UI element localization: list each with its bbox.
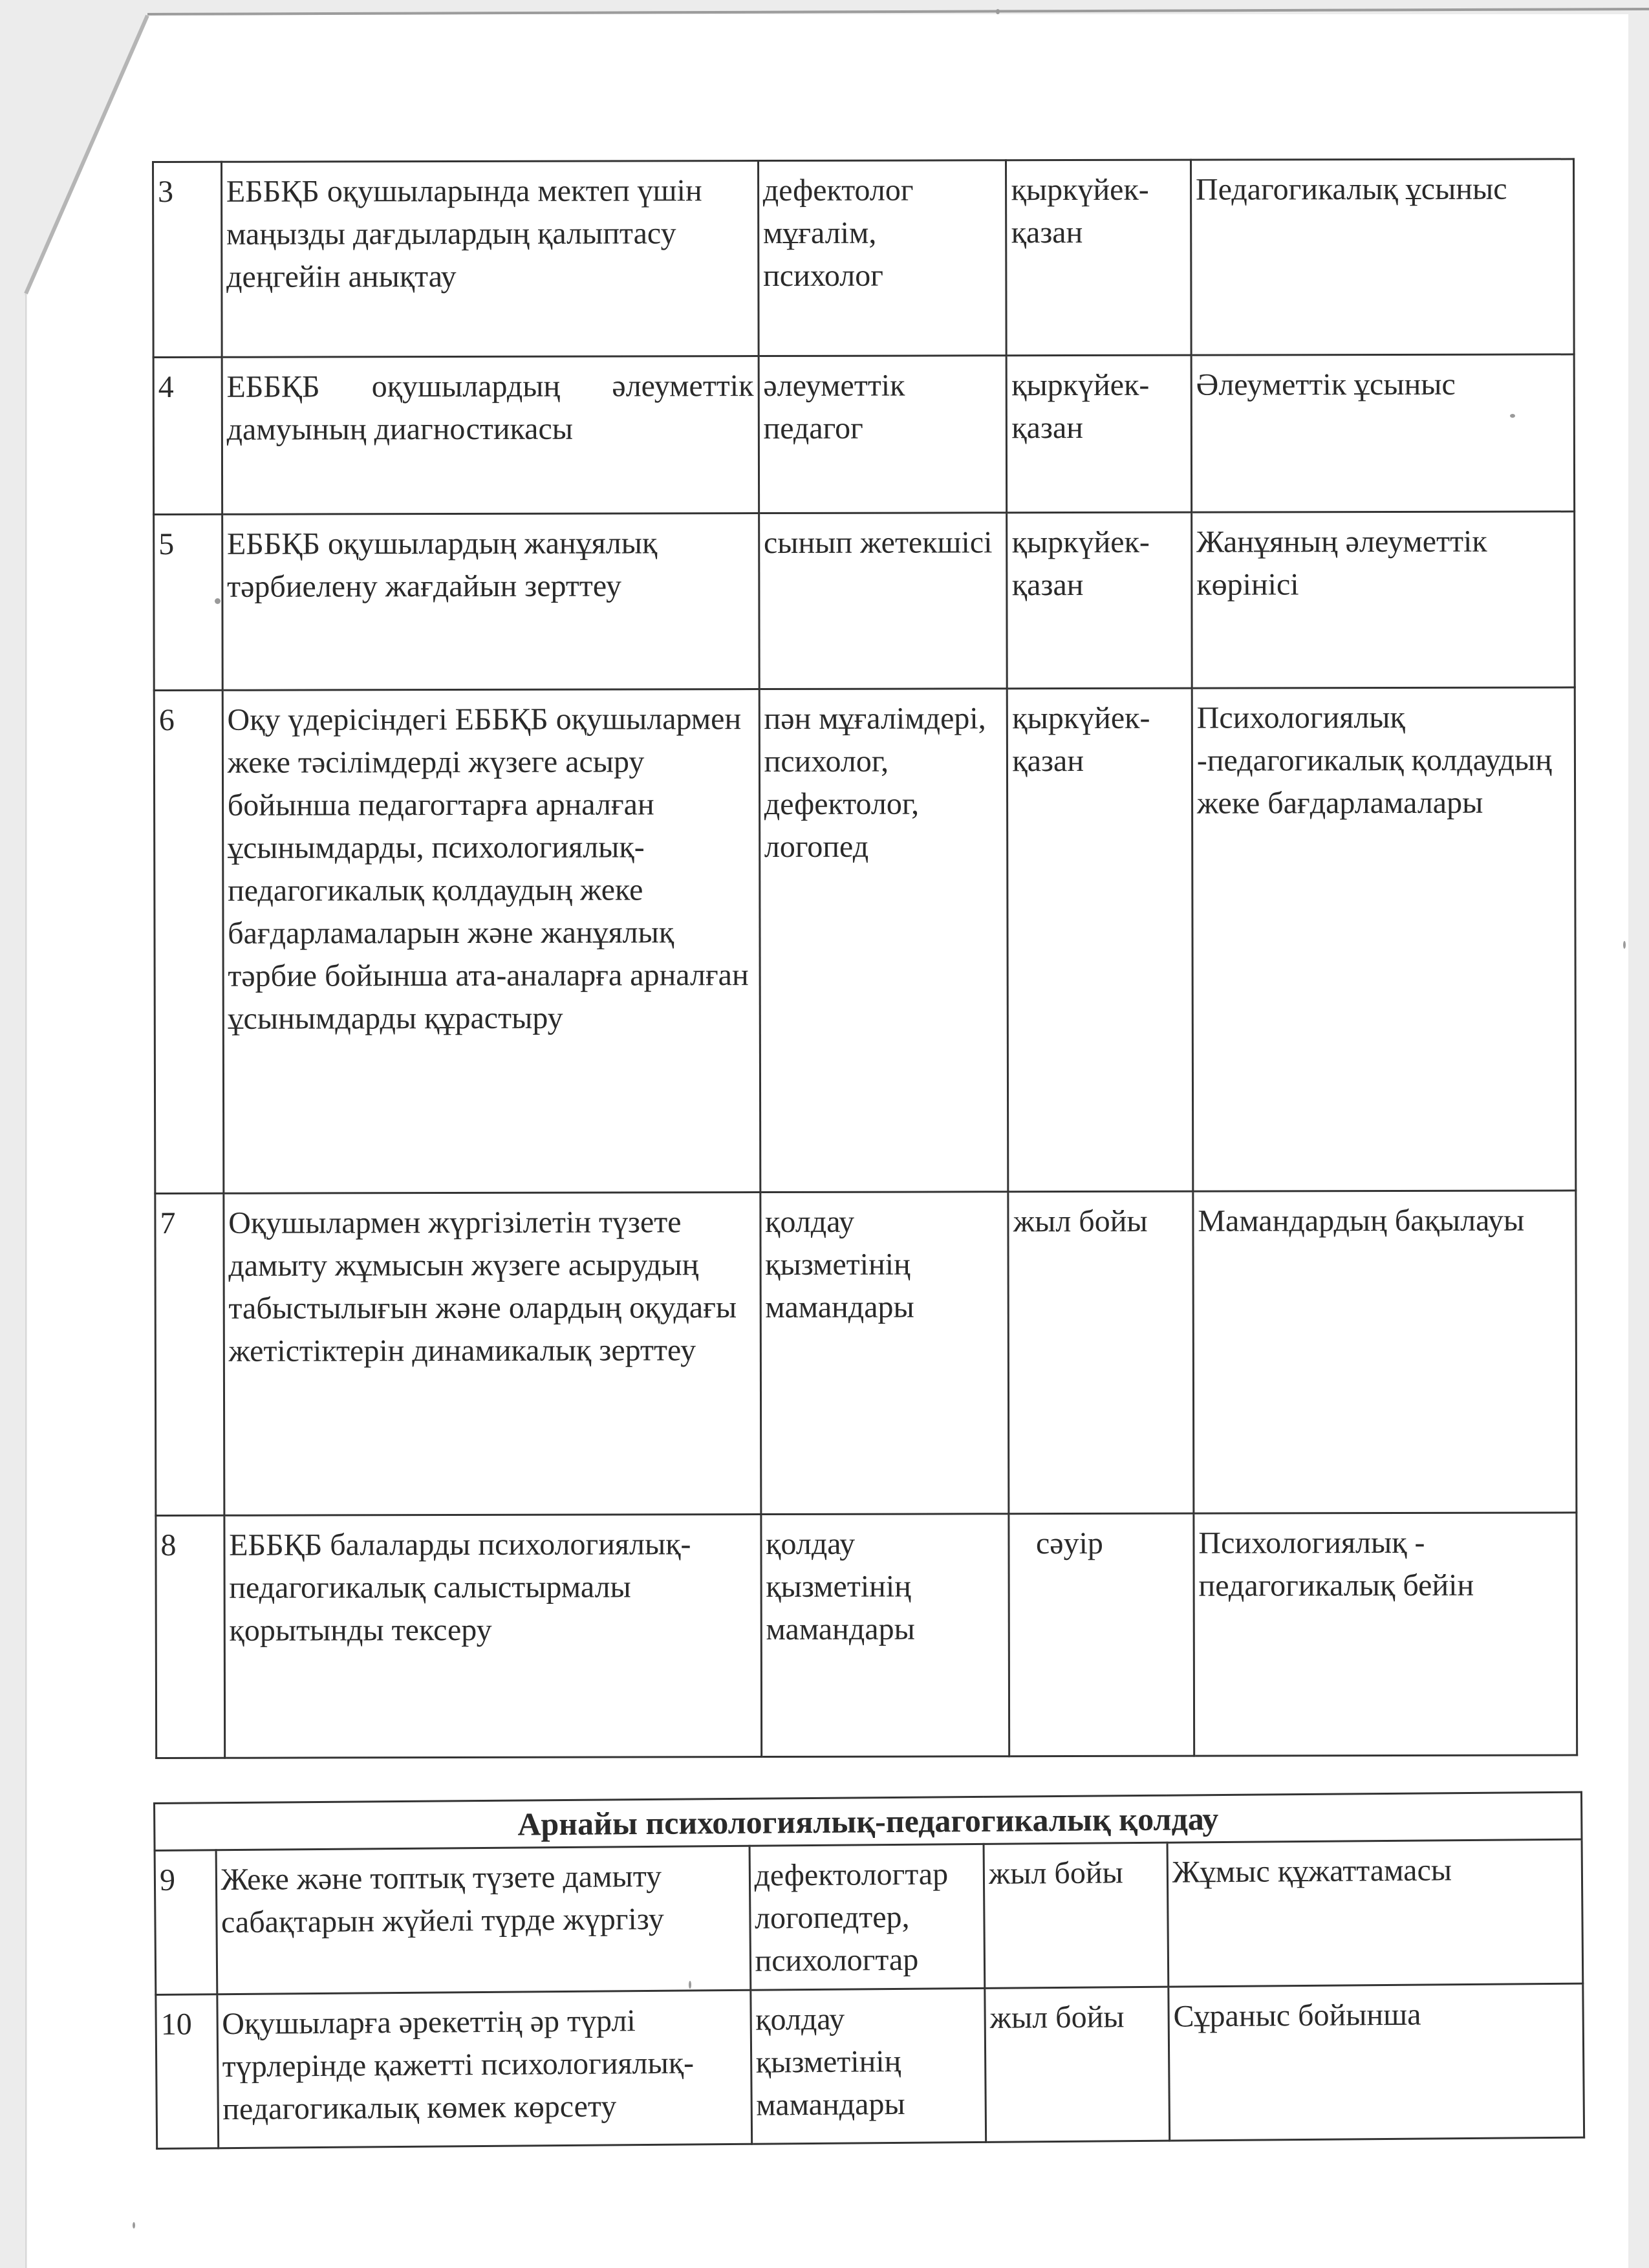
table-row: [155, 1191, 1577, 1516]
table-row: [156, 1983, 1584, 2148]
task-cell: Оқушылармен жүргізілетін түзете дамыту жұмысын жүзеге асырудың табыстылығын және олардың оқудағы жетістіктерін динамикалық зерттеу: [224, 1193, 761, 1516]
task-cell: Оқушыларға әрекеттің әр түрлі түрлерінде қажетті психологиялық-педагогикалық көмек көрсету: [217, 1990, 751, 2148]
responsible-cell: дефектологтар логопедтер, психологтар: [749, 1844, 985, 1990]
result-cell: Психологиялық -педагогикалық қолдаудың жеке бағдарламалары: [1192, 687, 1576, 1191]
scan-speck: [1510, 414, 1515, 418]
table-row: [155, 1839, 1583, 1994]
responsible-cell: қолдау қызметінің мамандары: [750, 1988, 986, 2144]
row-number: 3: [153, 162, 222, 357]
responsible-cell: сынып жетекшісі: [759, 513, 1007, 689]
term-cell: жыл бойы: [1008, 1191, 1193, 1514]
result-cell: Жұмыс құжаттамасы: [1167, 1839, 1583, 1987]
result-cell: Жанұяның әлеуметтік көрінісі: [1192, 512, 1575, 688]
scan-speck: [1623, 941, 1626, 949]
result-cell: Сұраныс бойынша: [1169, 1983, 1584, 2141]
task-cell: ЕББҚБ балаларды психологиялық-педагогикалық салыстырмалы қорытынды тексеру: [224, 1515, 762, 1758]
table-row: [153, 159, 1575, 358]
task-cell: Жеке және топтық түзете дамыту сабақтарын жүйелі түрде жүргізу: [216, 1846, 751, 1994]
result-cell: Мамандардың бақылауы: [1193, 1191, 1577, 1513]
row-number: 5: [154, 514, 222, 690]
term-cell: жыл бойы: [984, 1842, 1168, 1988]
row-number: 9: [155, 1850, 217, 1995]
activities-table: [152, 158, 1578, 1759]
table-row: [156, 1513, 1577, 1758]
task-cell: Оқу үдерісіндегі ЕББҚБ оқушылармен жеке тәсілімдерді жүзеге асыру бойынша педагогтарға арналған ұсынымдарды, психологиялық-педагогикалық қолдаудың жеке бағдарламаларын және жанұялық тәрбие бойынша ата-аналарға арналған ұсынымдарды құрастыру: [222, 689, 760, 1194]
table-row: [153, 354, 1575, 515]
scan-speck: [215, 598, 221, 604]
scan-speck: [133, 2222, 135, 2229]
task-cell: ЕББҚБ оқушылардың әлеуметтік дамуының диагностикасы: [222, 356, 759, 515]
table-row: [154, 512, 1575, 691]
result-cell: Педагогикалық ұсыныс: [1191, 159, 1574, 355]
responsible-cell: қолдау қызметінің мамандары: [760, 1192, 1009, 1515]
term-cell: қыркүйек-қазан: [1006, 160, 1191, 356]
task-cell: ЕББҚБ оқушыларында мектеп үшін маңызды дағдылардың қалыптасу деңгейін анықтау: [221, 161, 759, 358]
term-cell: сәуір: [1009, 1513, 1194, 1756]
term-cell: қыркүйек-қазан: [1007, 355, 1192, 513]
responsible-cell: қолдау қызметінің мамандары: [761, 1514, 1010, 1757]
row-number: 6: [154, 690, 223, 1193]
result-cell: Психологиялық - педагогикалық бейін: [1194, 1513, 1577, 1756]
section-heading: Арнайы психологиялық-педагогикалық қолдау: [155, 1792, 1582, 1850]
scan-speck: [996, 9, 1000, 14]
result-cell: Әлеуметтік ұсыныс: [1191, 354, 1575, 512]
responsible-cell: әлеуметтік педагог: [759, 356, 1007, 513]
term-cell: жыл бойы: [985, 1987, 1170, 2142]
task-cell: ЕББҚБ оқушылардың жанұялық тәрбиелену жағдайын зерттеу: [222, 513, 759, 691]
responsible-cell: пән мұғалімдері, психолог, дефектолог, логопед: [759, 689, 1008, 1193]
row-number: 7: [155, 1193, 224, 1515]
scan-speck: [689, 1981, 691, 1989]
page-top-edge: [147, 9, 1649, 14]
row-number: 8: [156, 1515, 225, 1758]
term-cell: қыркүйек-қазан: [1007, 512, 1192, 689]
responsible-cell: дефектолог мұғалім, психолог: [758, 160, 1006, 356]
term-cell: қыркүйек-қазан: [1008, 688, 1193, 1192]
special-support-table: [153, 1791, 1585, 2150]
row-number: 10: [156, 1994, 218, 2149]
table-row: [154, 687, 1576, 1194]
row-number: 4: [153, 357, 222, 514]
